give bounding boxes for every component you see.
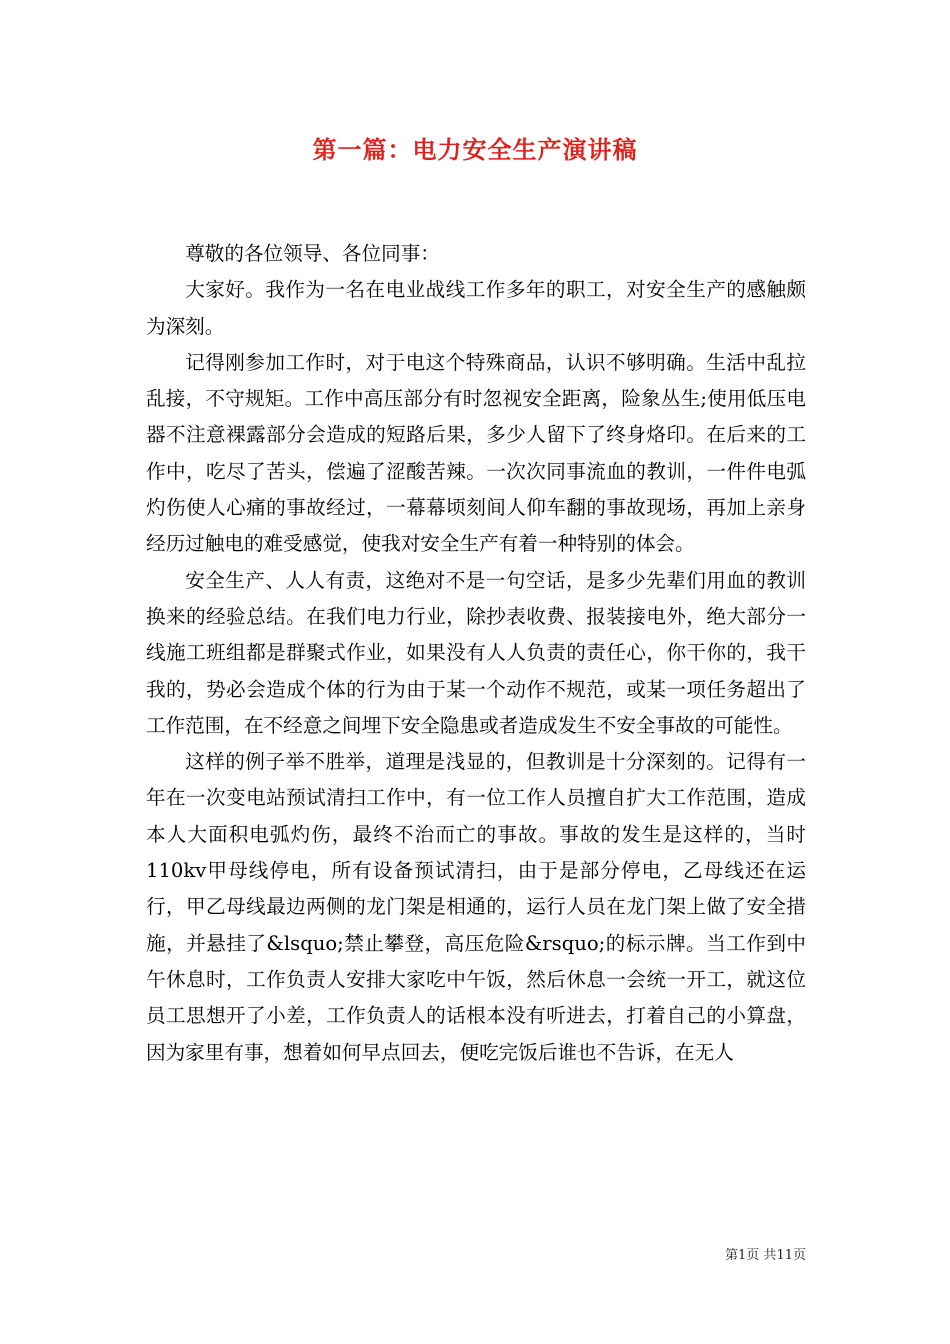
page-middle: 页 共 <box>746 1248 777 1263</box>
body-paragraph: 安全生产、人人有责，这绝对不是一句空话，是多少先辈们用血的教训换来的经验总结。在我们电力行业，除抄表收费、报装接电外，绝大部分一线施工班组都是群聚式作业，如果没有人人负责的责任心，你干你的，我干我的，势必会造成个体的行为由于某一个动作不规范，或某一项任务超出了工作范围，在不经意之间埋下安全隐患或者造成发生不安全事故的可能性。 <box>146 568 806 737</box>
salutation-paragraph: 尊敬的各位领导、各位同事： <box>185 242 440 265</box>
page-number: 1 <box>738 1248 747 1263</box>
page-prefix: 第 <box>725 1248 739 1263</box>
page-suffix: 页 <box>792 1248 806 1263</box>
body-paragraph: 记得刚参加工作时，对于电这个特殊商品，认识不够明确。生活中乱拉乱接，不守规矩。工作中高压部分有时忽视安全距离，险象丛生;使用低压电器不注意裸露部分会造成的短路后果，多少人留下了终身烙印。在后来的工作中，吃尽了苦头，偿遍了涩酸苦辣。一次次同事流血的教训，一件件电弧灼伤使人心痛的事故经过，一幕幕顷刻间人仰车翻的事故现场，再加上亲身经历过触电的难受感觉，使我对安全生产有着一种特别的体会。 <box>146 350 806 556</box>
document-body <box>146 236 806 1071</box>
page-total: 11 <box>776 1248 793 1263</box>
body-paragraph: 这样的例子举不胜举，道理是浅显的，但教训是十分深刻的。记得有一年在一次变电站预试清扫工作中，有一位工作人员擅自扩大工作范围，造成本人大面积电弧灼伤，最终不治而亡的事故。事故的发生是这样的，当时110kv甲母线停电，所有设备预试清扫，由于是部分停电，乙母线还在运行，甲乙母线最边两侧的龙门架是相通的，运行人员在龙门架上做了安全措施，并悬挂了&lsquo;禁止攀登，高压危险&rsquo;的标示牌。当工作到中午休息时，工作负责人安排大家吃中午饭，然后休息一会统一开工，就这位员工思想开了小差，工作负责人的话根本没有听进去，打着自己的小算盘，因为家里有事，想着如何早点回去，便吃完饭后谁也不告诉，在无人 <box>146 750 806 1064</box>
body-paragraph: 大家好。我作为一名在电业战线工作多年的职工，对安全生产的感触颇为深刻。 <box>146 278 806 338</box>
page-footer <box>0 1244 950 1263</box>
document-title: 第一篇：电力安全生产演讲稿 <box>312 135 638 164</box>
